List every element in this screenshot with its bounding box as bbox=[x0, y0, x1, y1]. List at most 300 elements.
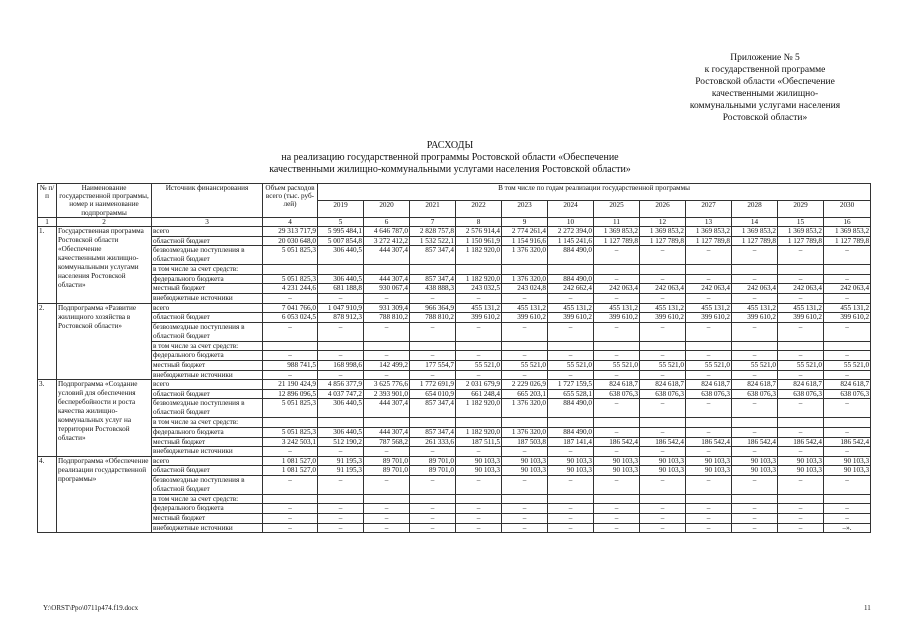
year-amount: 399 610,2 bbox=[640, 313, 686, 323]
year-amount: 168 998,6 bbox=[318, 360, 364, 370]
year-amount: 824 618,7 bbox=[824, 380, 871, 390]
appendix-line: Ростовской области» bbox=[722, 113, 808, 123]
year-amount: 243 032,5 bbox=[456, 284, 502, 294]
year-amount: 1 376 320,0 bbox=[502, 274, 548, 284]
header-years-caption: В том числе по годам реализации государственной программы bbox=[318, 184, 871, 201]
year-amount: – bbox=[594, 322, 640, 341]
year-amount: 3 272 412,2 bbox=[364, 236, 410, 246]
year-amount: – bbox=[640, 370, 686, 380]
year-amount: – bbox=[410, 370, 456, 380]
year-amount: 90 103,3 bbox=[778, 456, 824, 466]
year-amount: – bbox=[318, 370, 364, 380]
year-amount: – bbox=[686, 447, 732, 457]
header-year: 2019 bbox=[318, 200, 364, 217]
year-amount: 1 376 320,0 bbox=[502, 427, 548, 437]
year-amount: 242 063,4 bbox=[594, 284, 640, 294]
table-row bbox=[38, 284, 871, 294]
funding-source: областной бюджет bbox=[152, 466, 263, 476]
year-amount: 455 131,2 bbox=[548, 303, 594, 313]
year-amount bbox=[778, 265, 824, 275]
header-year: 2028 bbox=[732, 200, 778, 217]
year-amount: 824 618,7 bbox=[732, 380, 778, 390]
funding-source: в том числе за счет средств: bbox=[152, 341, 263, 351]
year-amount: 2 576 914,4 bbox=[456, 227, 502, 237]
year-amount: – bbox=[686, 504, 732, 514]
year-amount: – bbox=[686, 399, 732, 418]
total-amount bbox=[263, 494, 318, 504]
year-amount: 187 503,8 bbox=[502, 437, 548, 447]
year-amount: – bbox=[548, 322, 594, 341]
year-amount: 4 037 747,2 bbox=[318, 389, 364, 399]
column-index: 5 bbox=[318, 217, 364, 226]
year-amount: – bbox=[824, 504, 871, 514]
year-amount: 90 103,3 bbox=[502, 456, 548, 466]
funding-source: всего bbox=[152, 227, 263, 237]
year-amount: 884 490,0 bbox=[548, 274, 594, 284]
year-amount: – bbox=[686, 370, 732, 380]
year-amount: – bbox=[686, 514, 732, 524]
appendix-line: Приложение № 5 bbox=[730, 53, 800, 63]
year-amount bbox=[548, 265, 594, 275]
year-amount: 884 490,0 bbox=[548, 246, 594, 265]
year-amount: – bbox=[824, 370, 871, 380]
row-number: 1. bbox=[38, 227, 57, 304]
column-index: 10 bbox=[548, 217, 594, 226]
year-amount: – bbox=[548, 523, 594, 533]
year-amount: 90 103,3 bbox=[594, 466, 640, 476]
year-amount: – bbox=[732, 523, 778, 533]
year-amount: 1 376 320,0 bbox=[502, 399, 548, 418]
year-amount: 857 347,4 bbox=[410, 274, 456, 284]
year-amount: 55 521,0 bbox=[548, 360, 594, 370]
table-row bbox=[38, 437, 871, 447]
year-amount bbox=[502, 494, 548, 504]
year-amount: – bbox=[594, 399, 640, 418]
year-amount: – bbox=[318, 504, 364, 514]
year-amount: 638 076,3 bbox=[594, 389, 640, 399]
year-amount: – bbox=[686, 322, 732, 341]
year-amount: – bbox=[732, 351, 778, 361]
year-amount bbox=[410, 494, 456, 504]
table-row bbox=[38, 265, 871, 275]
year-amount: 824 618,7 bbox=[778, 380, 824, 390]
year-amount: – bbox=[364, 293, 410, 303]
table-row bbox=[38, 399, 871, 418]
year-amount: – bbox=[594, 447, 640, 457]
year-amount: 1 182 920,0 bbox=[456, 427, 502, 437]
funding-source: областной бюджет bbox=[152, 389, 263, 399]
year-amount: 55 521,0 bbox=[502, 360, 548, 370]
table-row bbox=[38, 447, 871, 457]
year-amount bbox=[778, 418, 824, 428]
total-amount: 5 051 825,3 bbox=[263, 427, 318, 437]
table-row bbox=[38, 380, 871, 390]
year-amount: 186 542,4 bbox=[640, 437, 686, 447]
year-amount bbox=[732, 341, 778, 351]
year-amount: – bbox=[410, 351, 456, 361]
year-amount: 455 131,2 bbox=[686, 303, 732, 313]
year-amount: 824 618,7 bbox=[686, 380, 732, 390]
expenditure-table bbox=[37, 183, 871, 533]
year-amount: – bbox=[456, 322, 502, 341]
year-amount bbox=[778, 341, 824, 351]
year-amount: – bbox=[318, 523, 364, 533]
column-index: 2 bbox=[57, 217, 152, 226]
year-amount: 89 701,0 bbox=[364, 466, 410, 476]
year-amount: 187 141,4 bbox=[548, 437, 594, 447]
year-amount: 90 103,3 bbox=[686, 466, 732, 476]
year-amount: – bbox=[640, 447, 686, 457]
year-amount: – bbox=[502, 523, 548, 533]
year-amount: 824 618,7 bbox=[594, 380, 640, 390]
table-body bbox=[38, 227, 871, 533]
year-amount: – bbox=[732, 322, 778, 341]
funding-source: безвозмездные поступления в областной бюджет bbox=[152, 322, 263, 341]
year-amount: 55 521,0 bbox=[686, 360, 732, 370]
year-amount: 399 610,2 bbox=[778, 313, 824, 323]
year-amount: 654 010,9 bbox=[410, 389, 456, 399]
year-amount: – bbox=[640, 504, 686, 514]
year-amount bbox=[686, 341, 732, 351]
year-amount: – bbox=[594, 504, 640, 514]
year-amount: – bbox=[410, 447, 456, 457]
year-amount: 306 440,5 bbox=[318, 274, 364, 284]
year-amount: – bbox=[548, 370, 594, 380]
year-amount: 4 646 787,0 bbox=[364, 227, 410, 237]
table-row bbox=[38, 274, 871, 284]
year-amount: 444 307,4 bbox=[364, 274, 410, 284]
funding-source: местный бюджет bbox=[152, 360, 263, 370]
year-amount bbox=[318, 265, 364, 275]
year-amount bbox=[594, 341, 640, 351]
year-amount bbox=[778, 494, 824, 504]
year-amount: – bbox=[548, 475, 594, 494]
funding-source: областной бюджет bbox=[152, 236, 263, 246]
year-amount bbox=[640, 265, 686, 275]
footer-page-number: 11 bbox=[864, 604, 871, 612]
year-amount bbox=[640, 494, 686, 504]
year-amount: – bbox=[640, 293, 686, 303]
year-amount: – bbox=[732, 475, 778, 494]
year-amount bbox=[456, 265, 502, 275]
row-number: 2. bbox=[38, 303, 57, 380]
column-index: 3 bbox=[152, 217, 263, 226]
total-amount: 988 741,5 bbox=[263, 360, 318, 370]
year-amount: 399 610,2 bbox=[824, 313, 871, 323]
year-amount: – bbox=[502, 447, 548, 457]
year-amount: – bbox=[640, 274, 686, 284]
year-amount: 2 229 026,9 bbox=[502, 380, 548, 390]
year-amount: 512 190,2 bbox=[318, 437, 364, 447]
year-amount: – bbox=[364, 504, 410, 514]
year-amount bbox=[548, 418, 594, 428]
year-amount: 3 625 776,6 bbox=[364, 380, 410, 390]
year-amount: – bbox=[548, 504, 594, 514]
year-amount: – bbox=[778, 427, 824, 437]
year-amount: 2 031 679,9 bbox=[456, 380, 502, 390]
funding-source: местный бюджет bbox=[152, 284, 263, 294]
year-amount: 89 701,0 bbox=[364, 456, 410, 466]
year-amount: 930 067,4 bbox=[364, 284, 410, 294]
year-amount: – bbox=[318, 351, 364, 361]
year-amount: 661 248,4 bbox=[456, 389, 502, 399]
year-amount: 89 701,0 bbox=[410, 466, 456, 476]
year-amount: 186 542,4 bbox=[686, 437, 732, 447]
year-amount: – bbox=[318, 514, 364, 524]
year-amount: – bbox=[732, 399, 778, 418]
table-row bbox=[38, 322, 871, 341]
table-row bbox=[38, 313, 871, 323]
total-amount: 5 051 825,3 bbox=[263, 399, 318, 418]
year-amount: – bbox=[594, 351, 640, 361]
year-amount: – bbox=[640, 514, 686, 524]
year-amount: – bbox=[778, 475, 824, 494]
appendix-line: Ростовской области «Обеспечение bbox=[695, 77, 835, 87]
column-index: 8 bbox=[456, 217, 502, 226]
year-amount bbox=[732, 494, 778, 504]
appendix-line: качественными жилищно- bbox=[711, 89, 819, 99]
header-year: 2027 bbox=[686, 200, 732, 217]
year-amount: 787 568,2 bbox=[364, 437, 410, 447]
year-amount: 242 063,4 bbox=[778, 284, 824, 294]
year-amount: – bbox=[686, 293, 732, 303]
year-amount bbox=[824, 341, 871, 351]
year-amount: – bbox=[640, 322, 686, 341]
year-amount: 966 364,9 bbox=[410, 303, 456, 313]
year-amount: – bbox=[318, 322, 364, 341]
year-amount: – bbox=[502, 351, 548, 361]
year-amount: 91 195,3 bbox=[318, 456, 364, 466]
year-amount: 2 393 901,0 bbox=[364, 389, 410, 399]
heading-subtitle-line-1: на реализацию государственной программы Ростовской области «Обеспечение bbox=[281, 152, 619, 163]
year-amount: 399 610,2 bbox=[502, 313, 548, 323]
document-heading bbox=[160, 140, 740, 176]
year-amount bbox=[824, 494, 871, 504]
column-index: 13 bbox=[686, 217, 732, 226]
year-amount bbox=[686, 265, 732, 275]
table-row bbox=[38, 514, 871, 524]
year-amount: 242 063,4 bbox=[732, 284, 778, 294]
funding-source: федерального бюджета bbox=[152, 274, 263, 284]
funding-source: федерального бюджета bbox=[152, 351, 263, 361]
footer-file-path: Y:\ORST\Ppo\0711p474.f19.docx bbox=[43, 604, 139, 612]
year-amount: 243 024,8 bbox=[502, 284, 548, 294]
year-amount: – bbox=[824, 399, 871, 418]
year-amount: 90 103,3 bbox=[594, 456, 640, 466]
year-amount: 638 076,3 bbox=[640, 389, 686, 399]
year-amount: 1 182 920,0 bbox=[456, 274, 502, 284]
year-amount bbox=[318, 418, 364, 428]
funding-source: в том числе за счет средств: bbox=[152, 265, 263, 275]
funding-source: безвозмездные поступления в областной бюджет bbox=[152, 246, 263, 265]
year-amount bbox=[548, 341, 594, 351]
header-year: 2024 bbox=[548, 200, 594, 217]
year-amount bbox=[456, 418, 502, 428]
table-row bbox=[38, 360, 871, 370]
year-amount: – bbox=[410, 293, 456, 303]
year-amount: – bbox=[410, 504, 456, 514]
year-amount: 90 103,3 bbox=[732, 466, 778, 476]
year-amount: – bbox=[318, 475, 364, 494]
year-amount: – bbox=[732, 504, 778, 514]
column-index-row bbox=[38, 217, 871, 226]
header-year: 2023 bbox=[502, 200, 548, 217]
total-amount: 5 051 825,3 bbox=[263, 274, 318, 284]
total-amount: 6 053 024,5 bbox=[263, 313, 318, 323]
column-index: 11 bbox=[594, 217, 640, 226]
year-amount bbox=[548, 494, 594, 504]
year-amount: 857 347,4 bbox=[410, 246, 456, 265]
year-amount: – bbox=[594, 274, 640, 284]
year-amount: 55 521,0 bbox=[640, 360, 686, 370]
program-name: Подпрограмма «Развитие жилищного хозяйства в Ростовской области» bbox=[57, 303, 152, 380]
year-amount bbox=[502, 418, 548, 428]
year-amount: 186 542,4 bbox=[824, 437, 871, 447]
year-amount: – bbox=[778, 504, 824, 514]
year-amount: – bbox=[502, 504, 548, 514]
year-amount: 242 063,4 bbox=[686, 284, 732, 294]
year-amount: 1 127 789,8 bbox=[686, 236, 732, 246]
table-row bbox=[38, 427, 871, 437]
year-amount bbox=[732, 265, 778, 275]
year-amount: – bbox=[548, 293, 594, 303]
year-amount: 1 532 522,1 bbox=[410, 236, 456, 246]
table-row bbox=[38, 303, 871, 313]
year-amount: 90 103,3 bbox=[732, 456, 778, 466]
column-index: 15 bbox=[778, 217, 824, 226]
year-amount: – bbox=[594, 246, 640, 265]
year-amount: – bbox=[824, 246, 871, 265]
funding-source: областной бюджет bbox=[152, 313, 263, 323]
table-row bbox=[38, 475, 871, 494]
year-amount: 1 047 910,9 bbox=[318, 303, 364, 313]
year-amount: – bbox=[824, 427, 871, 437]
year-amount: – bbox=[778, 399, 824, 418]
year-amount: –». bbox=[824, 523, 871, 533]
year-amount: 655 528,1 bbox=[548, 389, 594, 399]
year-amount: – bbox=[594, 523, 640, 533]
year-amount: – bbox=[778, 351, 824, 361]
table-row bbox=[38, 341, 871, 351]
year-amount bbox=[594, 494, 640, 504]
year-amount: – bbox=[456, 504, 502, 514]
year-amount: 1 369 853,2 bbox=[640, 227, 686, 237]
year-amount: 5 995 484,1 bbox=[318, 227, 364, 237]
table-row bbox=[38, 227, 871, 237]
year-amount: – bbox=[456, 514, 502, 524]
column-index: 7 bbox=[410, 217, 456, 226]
total-amount: 29 313 717,9 bbox=[263, 227, 318, 237]
year-amount: 399 610,2 bbox=[548, 313, 594, 323]
header-program-name: Наименование государственной программы, номер и наименование подпрограммы bbox=[57, 184, 152, 218]
year-amount bbox=[824, 265, 871, 275]
year-amount bbox=[364, 494, 410, 504]
year-amount: – bbox=[364, 523, 410, 533]
year-amount: – bbox=[732, 514, 778, 524]
year-amount: 399 610,2 bbox=[456, 313, 502, 323]
year-amount bbox=[410, 418, 456, 428]
program-name: Подпрограмма «Создание условий для обеспечения бесперебойности и роста качества жилищно-коммунальных услуг на территории Ростовской области» bbox=[57, 380, 152, 457]
year-amount bbox=[410, 341, 456, 351]
year-amount: 638 076,3 bbox=[732, 389, 778, 399]
total-amount: 5 051 825,3 bbox=[263, 246, 318, 265]
year-amount: – bbox=[824, 447, 871, 457]
total-amount: 1 081 527,0 bbox=[263, 466, 318, 476]
year-amount: – bbox=[732, 274, 778, 284]
funding-source: внебюджетные источники bbox=[152, 293, 263, 303]
year-amount: 242 063,4 bbox=[824, 284, 871, 294]
year-amount: 1 127 789,8 bbox=[732, 236, 778, 246]
table-row bbox=[38, 293, 871, 303]
year-amount: 884 490,0 bbox=[548, 427, 594, 437]
appendix-block bbox=[660, 52, 870, 124]
table-row bbox=[38, 504, 871, 514]
year-amount: 90 103,3 bbox=[548, 466, 594, 476]
year-amount: – bbox=[824, 274, 871, 284]
year-amount: – bbox=[732, 246, 778, 265]
year-amount: 1 127 789,8 bbox=[778, 236, 824, 246]
year-amount: 90 103,3 bbox=[778, 466, 824, 476]
year-amount: 1 182 920,0 bbox=[456, 399, 502, 418]
total-amount: 12 896 096,5 bbox=[263, 389, 318, 399]
year-amount: – bbox=[686, 427, 732, 437]
year-amount bbox=[640, 418, 686, 428]
heading-title: РАСХОДЫ bbox=[426, 140, 474, 151]
year-amount: 55 521,0 bbox=[824, 360, 871, 370]
year-amount: – bbox=[548, 351, 594, 361]
year-amount bbox=[502, 341, 548, 351]
year-amount: 884 490,0 bbox=[548, 399, 594, 418]
year-amount: 878 912,3 bbox=[318, 313, 364, 323]
table-row bbox=[38, 246, 871, 265]
funding-source: внебюджетные источники bbox=[152, 370, 263, 380]
year-amount: – bbox=[502, 514, 548, 524]
total-amount: – bbox=[263, 370, 318, 380]
year-amount: 89 701,0 bbox=[410, 456, 456, 466]
column-index: 12 bbox=[640, 217, 686, 226]
funding-source: местный бюджет bbox=[152, 514, 263, 524]
year-amount bbox=[364, 418, 410, 428]
header-total-volume: Объем расходов всего (тыс. руб-лей) bbox=[263, 184, 318, 218]
column-index: 4 bbox=[263, 217, 318, 226]
column-index: 6 bbox=[364, 217, 410, 226]
year-amount: – bbox=[456, 351, 502, 361]
year-amount: 55 521,0 bbox=[456, 360, 502, 370]
year-amount bbox=[410, 265, 456, 275]
year-amount: 638 076,3 bbox=[686, 389, 732, 399]
year-amount: – bbox=[824, 351, 871, 361]
total-amount: – bbox=[263, 504, 318, 514]
year-amount: 399 610,2 bbox=[686, 313, 732, 323]
year-amount bbox=[456, 341, 502, 351]
year-amount: – bbox=[502, 370, 548, 380]
year-amount: – bbox=[640, 523, 686, 533]
year-amount: 455 131,2 bbox=[732, 303, 778, 313]
year-amount: – bbox=[364, 351, 410, 361]
year-amount: 306 440,5 bbox=[318, 427, 364, 437]
year-amount: – bbox=[640, 475, 686, 494]
year-amount: – bbox=[594, 370, 640, 380]
year-amount: 1 150 961,9 bbox=[456, 236, 502, 246]
year-amount: 4 856 377,9 bbox=[318, 380, 364, 390]
year-amount: 90 103,3 bbox=[456, 456, 502, 466]
year-amount: 177 554,7 bbox=[410, 360, 456, 370]
year-amount: – bbox=[686, 475, 732, 494]
year-amount: 1 772 691,9 bbox=[410, 380, 456, 390]
year-amount bbox=[318, 494, 364, 504]
year-amount: – bbox=[548, 514, 594, 524]
year-amount: 1 369 853,2 bbox=[686, 227, 732, 237]
